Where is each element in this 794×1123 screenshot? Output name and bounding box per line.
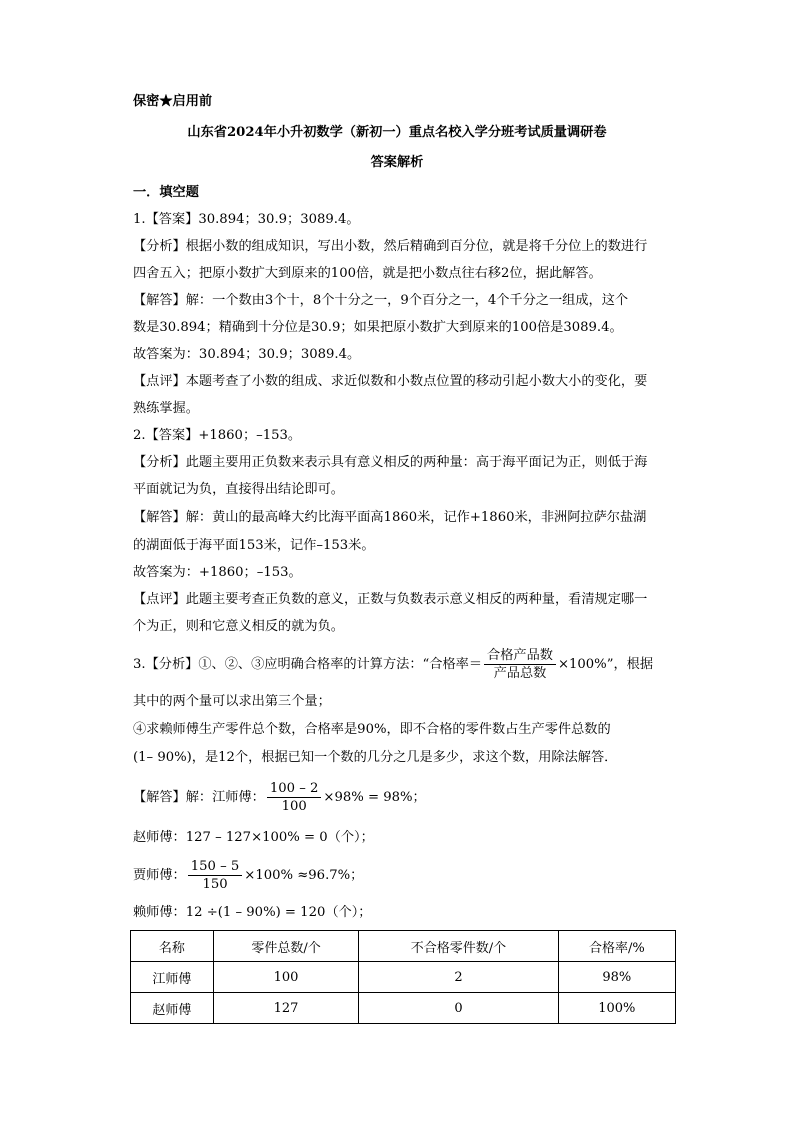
q2-solution-line2: 的湖面低于海平面153米，记作–153米。 [133, 538, 375, 553]
jiang-fraction [267, 780, 322, 815]
q1-answer: 1.【答案】30.894；30.9；3089.4。 [133, 212, 360, 227]
results-table [130, 930, 676, 1024]
jiang-prefix: 【解答】解：江师傅： [133, 790, 265, 805]
q3-solution-lai: 赖师傅：12 ÷(1 – 90%) = 120（个）； [133, 905, 372, 920]
document-subtitle: 答案解析 [370, 155, 424, 170]
secret-label: 保密★启用前 [133, 94, 213, 109]
table-cell: 98% [558, 962, 675, 993]
pass-rate-fraction [484, 647, 556, 682]
q3-analysis-prefix: 3.【分析】①、②、③应明确合格率的计算方法：“合格率＝ [133, 657, 483, 672]
jia-fraction [188, 858, 243, 893]
table-cell: 江师傅 [131, 962, 214, 993]
q2-comment-line1: 【点评】此题主要考查正负数的意义，正数与负数表示意义相反的两种量，看清规定哪一 [133, 592, 648, 607]
q1-conclusion: 故答案为：30.894；30.9；3089.4。 [133, 347, 361, 362]
header-cell: 合格率/% [558, 931, 675, 962]
fraction-numerator: 150 – 5 [188, 858, 243, 876]
fraction-denominator: 100 [281, 799, 307, 814]
q3-solution-zhao: 赵师傅：127 – 127×100% = 0（个）； [133, 830, 374, 845]
table-cell: 100 [213, 962, 359, 993]
table-cell: 2 [359, 962, 558, 993]
q1-solution-line1: 【解答】解：一个数由3个十，8个十分之一，9个百分之一，4个千分之一组成，这个 [133, 293, 629, 308]
table-row [131, 962, 676, 993]
q2-solution-line1: 【解答】解：黄山的最高峰大约比海平面高1860米，记作+1860米，非洲阿拉萨尔盐湖 [133, 510, 647, 525]
q2-answer: 2.【答案】+1860；–153。 [133, 428, 302, 443]
header-cell: 名称 [131, 931, 214, 962]
q2-analysis-line2: 平面就记为负，直接得出结论即可。 [133, 482, 344, 497]
q3-analysis-line4: (1– 90%)，是12个，根据已知一个数的几分之几是多少，求这个数，用除法解答． [133, 750, 618, 765]
q1-comment-line2: 熟练掌握。 [133, 401, 199, 416]
q2-comment-line2: 个为正，则和它意义相反的就为负。 [133, 619, 344, 634]
fraction-numerator: 合格产品数 [484, 647, 556, 665]
q1-comment-line1: 【点评】本题考查了小数的组成、求近似数和小数点位置的移动引起小数大小的变化，要 [133, 374, 648, 389]
fraction-denominator: 150 [202, 877, 228, 892]
q2-conclusion: 故答案为：+1860；–153。 [133, 565, 302, 580]
q1-analysis-line1: 【分析】根据小数的组成知识，写出小数，然后精确到百分位，就是将千分位上的数进行 [133, 239, 648, 254]
table-cell: 127 [213, 993, 359, 1024]
table-header-row [131, 931, 676, 962]
q3-analysis-line1 [133, 647, 653, 682]
q3-solution-jiang [133, 780, 426, 815]
table-cell: 100% [558, 993, 675, 1024]
q1-analysis-line2: 四舍五入；把原小数扩大到原来的100倍，就是把小数点往右移2位，据此解答。 [133, 266, 602, 281]
table-row [131, 993, 676, 1024]
fraction-denominator: 产品总数 [493, 666, 547, 681]
jiang-suffix: ×98% = 98%； [323, 790, 426, 805]
q3-solution-jia [133, 858, 363, 893]
header-cell: 不合格零件数/个 [359, 931, 558, 962]
q3-analysis-line2: 其中的两个量可以求出第三个量； [133, 694, 331, 709]
fraction-numerator: 100 – 2 [267, 780, 322, 798]
jia-suffix: ×100% ≈96.7%； [244, 868, 364, 883]
q3-analysis-suffix: ×100%”，根据 [557, 657, 654, 672]
document-title: 山东省2024年小升初数学（新初一）重点名校入学分班考试质量调研卷 [187, 125, 607, 140]
q1-solution-line2: 数是30.894；精确到十分位是30.9；如果把原小数扩大到原来的100倍是3089.4。 [133, 320, 623, 335]
q3-analysis-line3: ④求赖师傅生产零件总个数，合格率是90%，即不合格的零件数占生产零件总数的 [133, 722, 611, 737]
table-cell: 0 [359, 993, 558, 1024]
jia-prefix: 贾师傅： [133, 868, 186, 883]
table-cell: 赵师傅 [131, 993, 214, 1024]
header-cell: 零件总数/个 [213, 931, 359, 962]
section-heading: 一．填空题 [133, 185, 199, 200]
q2-analysis-line1: 【分析】此题主要用正负数来表示具有意义相反的两种量：高于海平面记为正，则低于海 [133, 455, 648, 470]
